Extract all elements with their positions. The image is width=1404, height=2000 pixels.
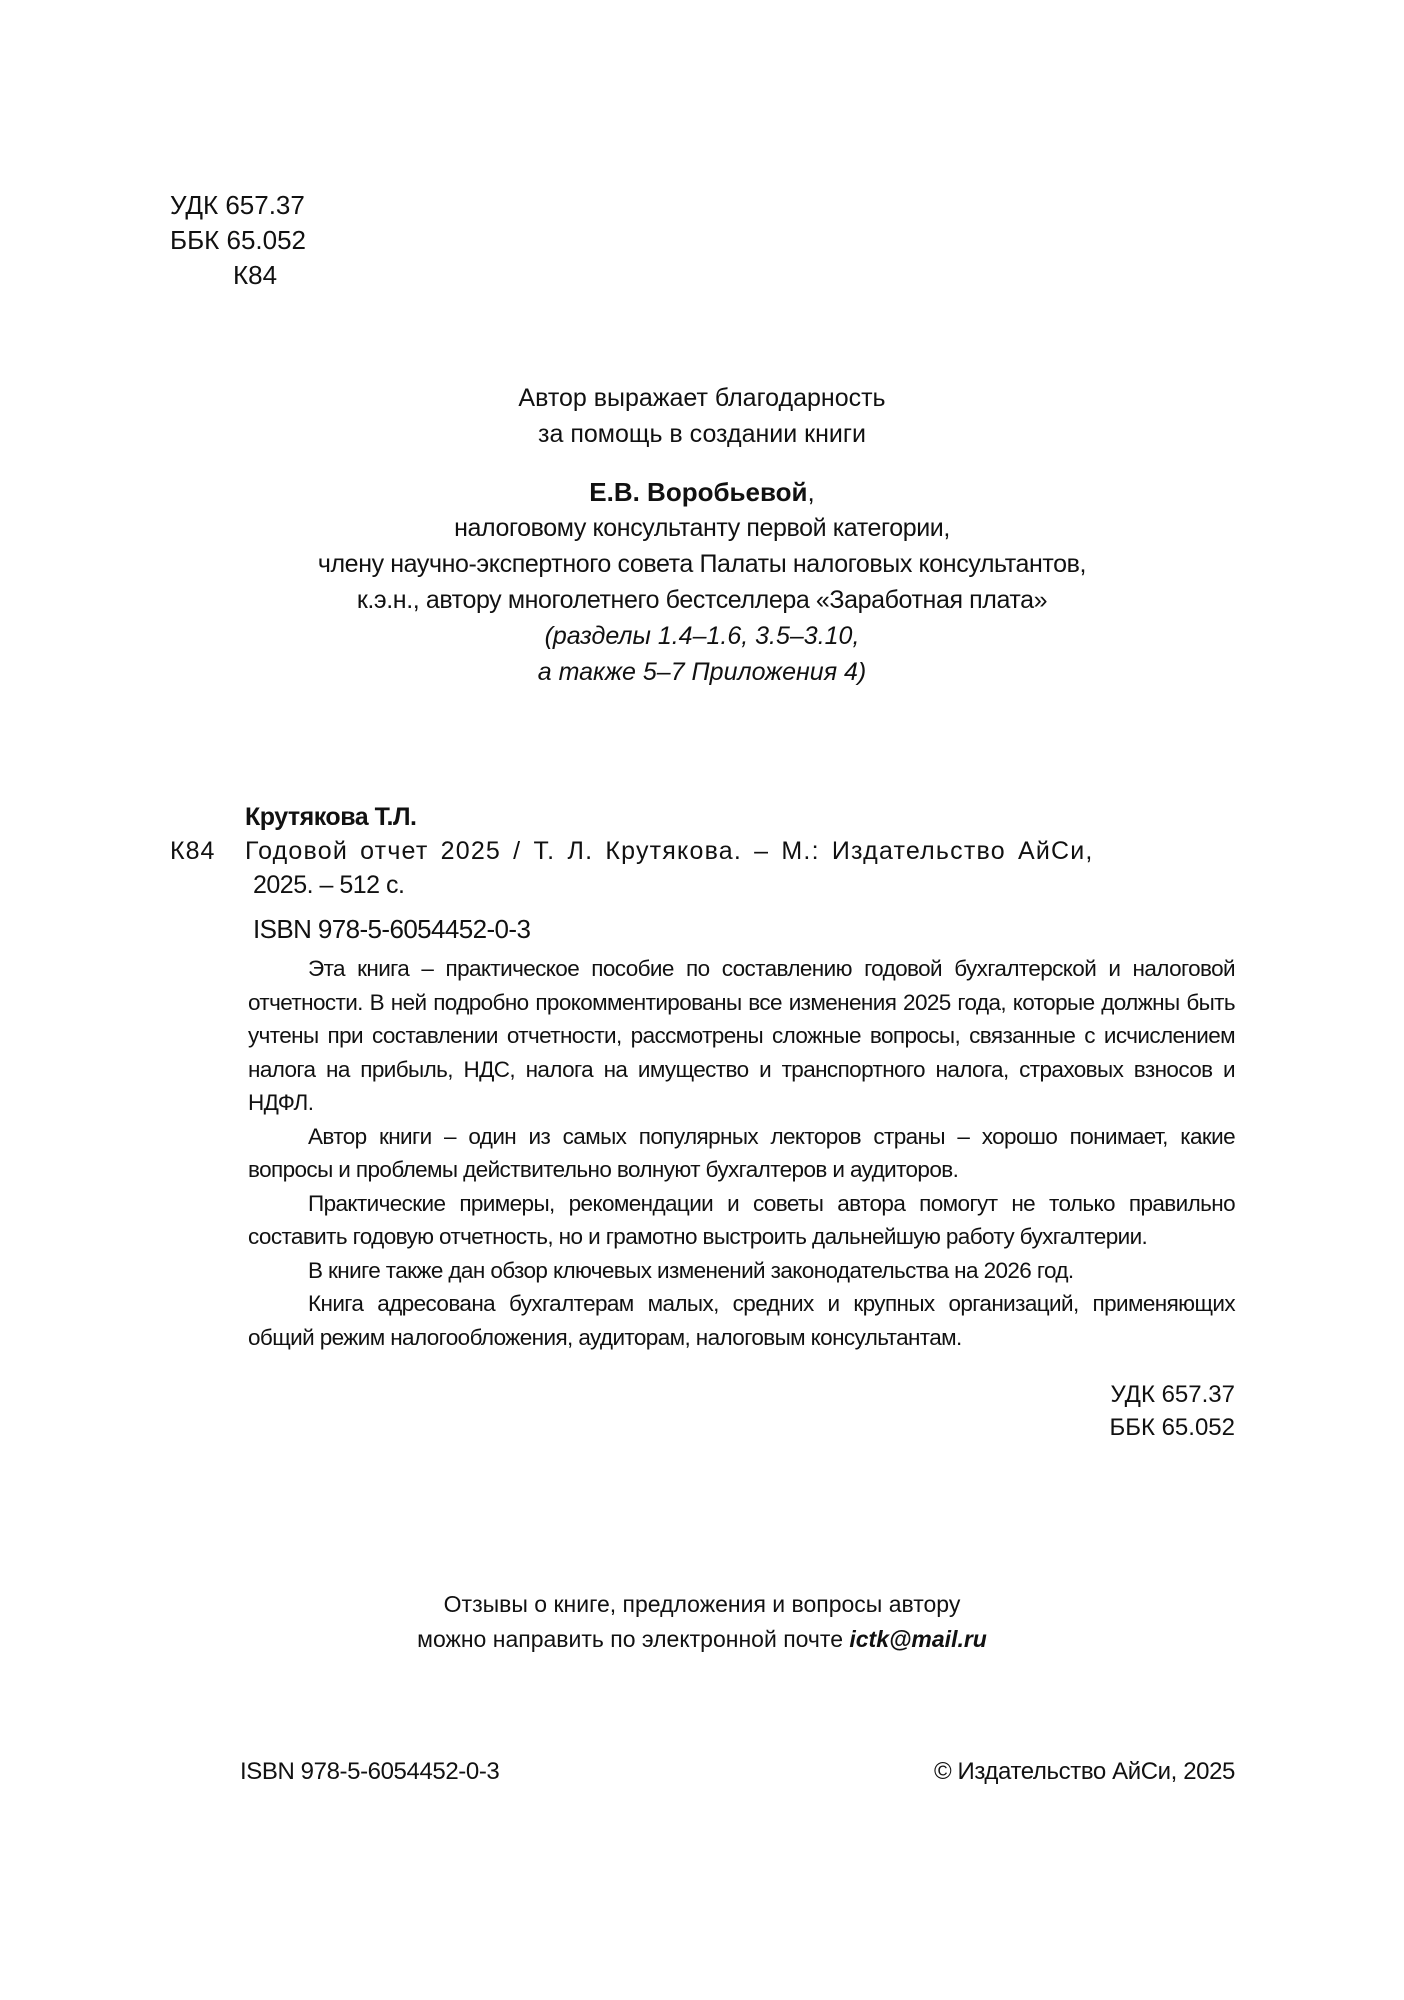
bibliographic-record: [170, 800, 1235, 1444]
bbk-code: ББК 65.052: [1109, 1414, 1235, 1441]
record-author-mark: К84: [170, 837, 216, 865]
acknowledged-role: члену научно-экспертного совета Палаты налоговых консультантов,: [317, 550, 1087, 578]
acknowledged-role: к.э.н., автору многолетнего бестселлера «Заработная плата»: [356, 586, 1048, 614]
page-footer: [240, 1756, 1235, 1788]
footer-isbn: ISBN 978-5-6054452-0-3: [240, 1758, 500, 1785]
feedback-line: Отзывы о книге, предложения и вопросы автору: [443, 1591, 961, 1617]
acknowledged-sections: а также 5–7 Приложения 4): [537, 658, 867, 686]
feedback-email-link[interactable]: ictk@mail.ru: [849, 1626, 987, 1652]
udk-code: УДК 657.37: [1110, 1381, 1235, 1408]
feedback-note: [0, 1587, 1404, 1657]
abstract-paragraph: В книге также дан обзор ключевых изменений законодательства на 2026 год.: [308, 1257, 1074, 1283]
classification-codes-top: [170, 188, 306, 293]
abstract-paragraph: Эта книга – практическое пособие по составлению годовой бухгалтерской и налоговой отчетности. В ней подробно прокомментированы все изменения 2025 года, которые должны быть учтены при составлении отчетности, рассмотрены сложные вопросы, связанные с исчислением налога на прибыль, НДС, налога на имущество и транспортного налога, страховых взносов и НДФЛ.: [248, 956, 1235, 1115]
acknowledgment-line: за помощь в создании книги: [538, 420, 866, 448]
acknowledged-sections: (разделы 1.4–1.6, 3.5–3.10,: [544, 622, 860, 650]
record-author: Крутякова Т.Л.: [245, 803, 417, 831]
abstract-paragraph: Книга адресована бухгалтерам малых, средних и крупных организаций, применяющих общий режим налогообложения, аудиторам, налоговым консультантам.: [248, 1291, 1235, 1350]
classification-codes-bottom: [170, 1378, 1235, 1444]
feedback-line: можно направить по электронной почте ictk@mail.ru: [417, 1626, 987, 1652]
bbk-code: ББК 65.052: [170, 225, 307, 255]
abstract-paragraph: Практические примеры, рекомендации и советы автора помогут не только правильно составить годовую отчетность, но и грамотно выстроить дальнейшую работу бухгалтерии.: [248, 1190, 1235, 1249]
footer-copyright: © Издательство АйСи, 2025: [933, 1758, 1235, 1785]
record-imprint: 2025. – 512 с.: [253, 871, 405, 899]
abstract-paragraph: Автор книги – один из самых популярных лекторов страны – хорошо понимает, какие вопросы и проблемы действительно волнуют бухгалтеров и аудиторов.: [248, 1123, 1235, 1182]
record-isbn: ISBN 978-5-6054452-0-3: [253, 914, 531, 944]
acknowledged-role: налоговому консультанту первой категории,: [454, 514, 950, 542]
record-title: Годовой отчет 2025 / Т. Л. Крутякова. – М.: Издательство АйСи,: [245, 837, 1094, 865]
acknowledged-person: Е.В. Воробьевой,: [589, 477, 815, 507]
udk-code: УДК 657.37: [170, 190, 305, 220]
acknowledged-name: Е.В. Воробьевой: [589, 477, 808, 507]
record-abstract: [248, 952, 1235, 1354]
record-title-row: [170, 834, 1235, 868]
acknowledgment-block: [0, 380, 1404, 690]
author-mark: К84: [233, 260, 278, 290]
acknowledgment-line: Автор выражает благодарность: [518, 384, 886, 412]
